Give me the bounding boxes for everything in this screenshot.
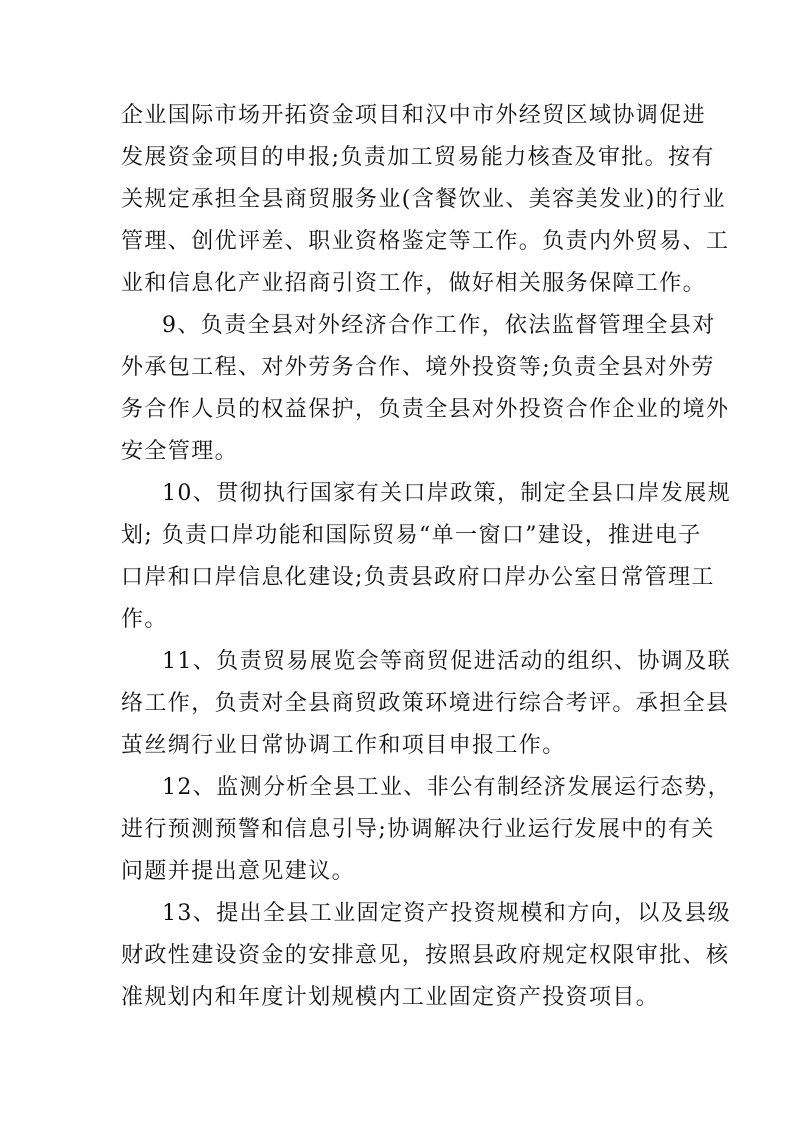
text-line: 茧丝绸行业日常协调工作和项目申报工作。 (121, 733, 566, 758)
text-line: 企业国际市场开拓资金项目和汉中市外经贸区域协调促进 (121, 103, 707, 128)
text-line: 管理、创优评差、职业资格鉴定等工作。负责内外贸易、工 (121, 229, 730, 254)
paragraph-9-first-line: 9、负责全县对外经济合作工作，依法监督管理全县对 (162, 313, 716, 338)
text-line: 作。 (121, 607, 168, 632)
paragraph-10-first-line: 10、贯彻执行国家有关口岸政策，制定全县口岸发展规 (162, 481, 731, 506)
text-line: 务合作人员的权益保护，负责全县对外投资合作企业的境外 (121, 397, 730, 422)
text-line: 外承包工程、对外劳务合作、境外投资等;负责全县对外劳 (121, 355, 715, 380)
text-line: 络工作，负责对全县商贸政策环境进行综合考评。承担全县 (121, 691, 730, 716)
paragraph-12-first-line: 12、监测分析全县工业、非公有制经济发展运行态势， (162, 775, 731, 800)
text-line: 准规划内和年度计划规模内工业固定资产投资项目。 (121, 985, 660, 1010)
text-line: 口岸和口岸信息化建设;负责县政府口岸办公室日常管理工 (121, 565, 715, 590)
text-line: 问题并提出意见建议。 (121, 859, 356, 884)
text-line: 进行预测预警和信息引导;协调解决行业运行发展中的有关 (121, 817, 715, 842)
text-line: 关规定承担全县商贸服务业(含餐饮业、美容美发业)的行业 (121, 187, 726, 212)
text-line: 财政性建设资金的安排意见，按照县政府规定权限审批、核 (121, 943, 730, 968)
text-line: 安全管理。 (121, 439, 239, 464)
text-line: 业和信息化产业招商引资工作，做好相关服务保障工作。 (121, 271, 707, 296)
paragraph-13-first-line: 13、提出全县工业固定资产投资规模和方向，以及县级 (162, 901, 731, 926)
paragraph-11-first-line: 11、负责贸易展览会等商贸促进活动的组织、协调及联 (162, 649, 731, 674)
text-line: 划; 负责口岸功能和国际贸易“单一窗口”建设，推进电子 (121, 523, 702, 548)
text-line: 发展资金项目的申报;负责加工贸易能力核查及审批。按有 (121, 145, 715, 170)
